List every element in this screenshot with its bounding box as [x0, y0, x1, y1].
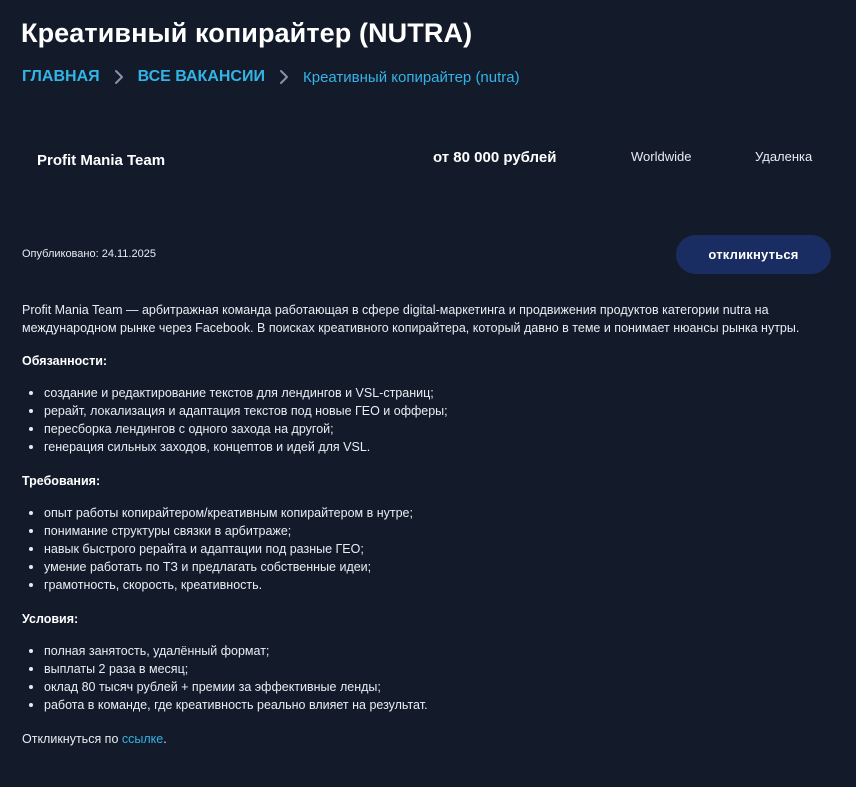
breadcrumb-home-link[interactable]: ГЛАВНАЯ — [22, 68, 100, 85]
region: Worldwide — [631, 149, 692, 164]
duties-list — [22, 384, 837, 456]
list-item: навык быстрого рерайта и адаптации под разные ГЕО; — [22, 540, 837, 558]
section-title-conditions: Условия: — [22, 612, 79, 626]
company-name: Profit Mania Team — [37, 152, 166, 169]
salary: от 80 000 рублей — [433, 149, 557, 166]
section-title-requirements: Требования: — [22, 474, 101, 488]
conditions-list — [22, 642, 837, 714]
list-item: создание и редактирование текстов для лендингов и VSL-страниц; — [22, 384, 837, 402]
list-item: опыт работы копирайтером/креативным копирайтером в нутре; — [22, 504, 837, 522]
footer-suffix: . — [163, 732, 167, 746]
published-label: Опубликовано: — [22, 248, 99, 260]
breadcrumb-vacancies-link[interactable]: ВСЕ ВАКАНСИИ — [137, 68, 265, 85]
apply-footer — [22, 730, 837, 748]
published-value: 24.11.2025 — [101, 248, 156, 260]
work-format: Удаленка — [755, 149, 813, 164]
apply-button[interactable]: откликнуться — [676, 235, 831, 274]
published-date — [22, 248, 156, 260]
list-item: пересборка лендингов с одного захода на другой; — [22, 420, 837, 438]
list-item: работа в команде, где креативность реально влияет на результат. — [22, 696, 837, 714]
breadcrumb — [22, 68, 520, 86]
list-item: оклад 80 тысяч рублей + премии за эффективные ленды; — [22, 678, 837, 696]
breadcrumb-current: Креативный копирайтер (nutra) — [302, 68, 520, 86]
page-title: Креативный копирайтер (NUTRA) — [21, 18, 473, 48]
section-title-duties: Обязанности: — [22, 354, 108, 368]
requirements-list — [22, 504, 837, 594]
chevron-right-icon — [110, 68, 128, 86]
vacancy-description — [22, 301, 837, 748]
list-item: полная занятость, удалённый формат; — [22, 642, 837, 660]
intro-text: Profit Mania Team — арбитражная команда работающая в сфере digital-маркетинга и продвижения продуктов категории nutra на международном рынке через Facebook. В поисках креативного копирайтера, который давно в теме и понимает нюансы рынка нутры. — [22, 303, 800, 335]
list-item: генерация сильных заходов, концептов и идей для VSL. — [22, 438, 837, 456]
list-item: грамотность, скорость, креативность. — [22, 576, 837, 594]
list-item: выплаты 2 раза в месяц; — [22, 660, 837, 678]
chevron-right-icon — [275, 68, 293, 86]
list-item: рерайт, локализация и адаптация текстов под новые ГЕО и офферы; — [22, 402, 837, 420]
list-item: умение работать по ТЗ и предлагать собственные идеи; — [22, 558, 837, 576]
list-item: понимание структуры связки в арбитраже; — [22, 522, 837, 540]
apply-link[interactable]: ссылке — [121, 732, 164, 746]
footer-prefix: Откликнуться по — [22, 732, 119, 746]
